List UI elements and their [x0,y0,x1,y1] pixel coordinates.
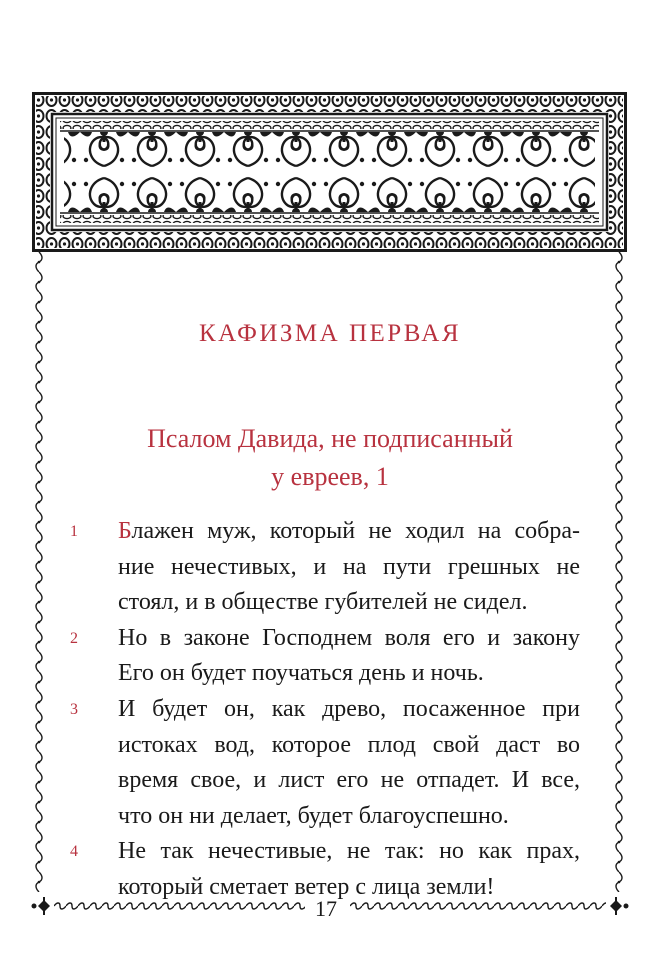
ornamental-header-band [32,92,627,252]
drop-cap: Б [118,518,132,544]
verse [70,834,580,905]
page-number: 17 [315,896,337,921]
verse-text [118,621,580,692]
psalm-title-line: Псалом Давида, не подписанный [147,424,513,453]
verse-number: 4 [70,843,78,861]
right-vine-border [614,252,624,892]
verse-line: стоял, и в обществе губителей не сидел. [118,589,528,616]
verse-text [118,514,580,621]
verse-line: Но в законе Господнем воля его и закону [118,624,580,651]
verse-number: 2 [70,629,78,647]
psalm-verses [70,514,580,906]
kathisma-title: КАФИЗМА ПЕРВАЯ [198,320,462,347]
verse [70,514,580,621]
verse-line: Не так нечестивые, не так: но как прах, [118,838,580,865]
verse-line: И будет он, как древо, посаженное при [118,695,580,722]
verse-line: истоках вод, которое плод свой даст во [118,731,580,758]
verse-line: время свое, и лист его не отпадет. И все, [118,767,580,794]
verse-number: 3 [70,700,78,718]
psalm-title-line: у евреев, 1 [271,462,389,491]
verse-line: что он ни делает, будет благоуспешно. [118,802,509,829]
left-vine-border [34,252,44,892]
verse-text [118,834,580,905]
verse [70,621,580,692]
verse-line: Блажен муж, который не ходил на собра- [118,518,580,544]
verse-text [118,692,580,834]
verse-line: ние нечестивых, и на пути грешных не [118,553,580,580]
verse-number: 1 [70,523,78,540]
verse [70,692,580,834]
verse-line: Его он будет поучаться день и ночь. [118,660,484,687]
psalm-title [100,420,560,496]
verse-line: который сметает ветер с лица земли! [118,873,495,900]
